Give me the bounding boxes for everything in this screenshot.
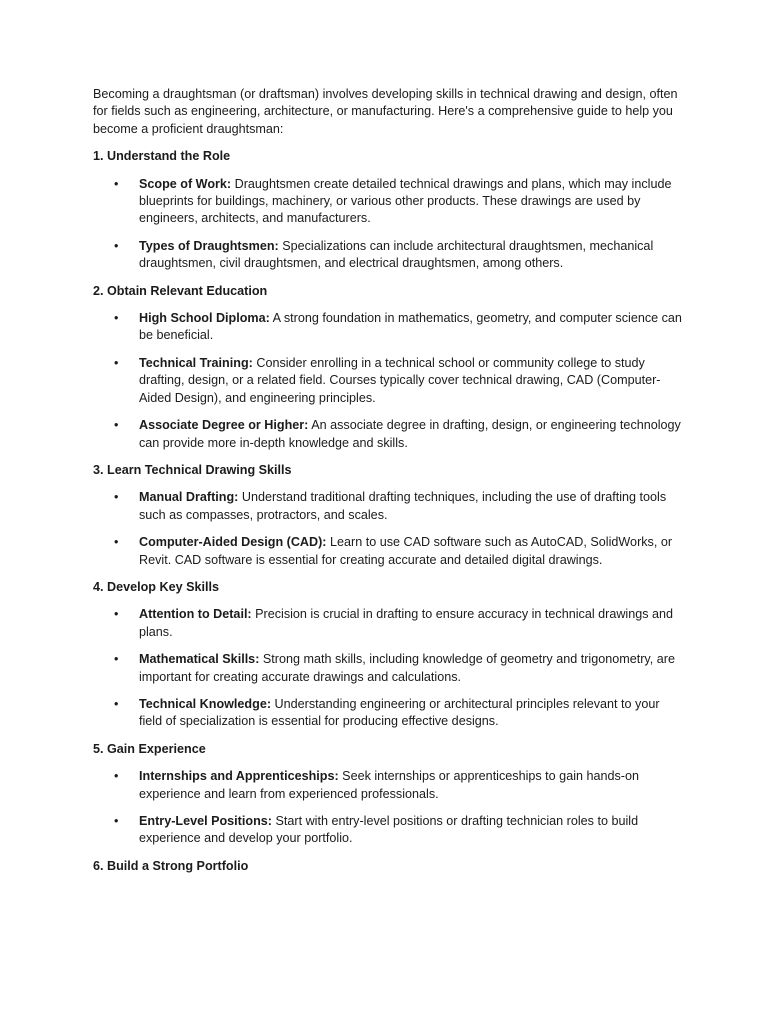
section-heading: 6. Build a Strong Portfolio — [93, 858, 249, 873]
bullet-term: Attention to Detail: — [139, 607, 252, 622]
bullet-item — [93, 238, 683, 273]
bullet-text: Draughtsmen create detailed technical drawings and plans, which may include blueprints for buildings, machinery, or various other products. These drawings are used by engineers, architects, and manufacturers. — [139, 176, 672, 226]
bullet-term: Computer-Aided Design (CAD): — [139, 535, 327, 550]
bullet-icon: • — [114, 607, 119, 622]
bullet-term: Mathematical Skills: — [139, 652, 260, 667]
section-heading: 3. Learn Technical Drawing Skills — [93, 462, 292, 477]
bullet-text: Consider enrolling in a technical school or community college to study drafting, design, or a related field. Courses typically cover technical drawing, CAD (Computer-Aided Design), and engineering principles. — [139, 355, 661, 405]
intro-paragraph: Becoming a draughtsman (or draftsman) involves developing skills in technical drawing and design, often for fields such as engineering, architecture, or manufacturing. Here's a comprehensive guide to help you become a proficient draughtsman: — [93, 87, 678, 136]
bullet-icon: • — [114, 176, 119, 191]
bullet-text: Precision is crucial in drafting to ensure accuracy in technical drawings and plans. — [139, 607, 674, 639]
bullet-term: Manual Drafting: — [139, 490, 239, 505]
section-heading: 1. Understand the Role — [93, 149, 231, 164]
bullet-text: Specializations can include architectural draughtsmen, mechanical draughtsmen, civil draughtsmen, and electrical draughtsmen, among others. — [139, 238, 654, 271]
bullet-text: Understanding engineering or architectural principles relevant to your field of specialization is essential for producing effective designs. — [139, 696, 660, 729]
bullet-text: An associate degree in drafting, design, or engineering technology can provide more in-depth knowledge and skills. — [139, 418, 681, 450]
section-heading: 5. Gain Experience — [93, 741, 206, 756]
bullet-text: Learn to use CAD software such as AutoCAD, SolidWorks, or Revit. CAD software is essential for creating accurate and detailed digital drawings. — [139, 535, 673, 567]
bullet-list — [93, 768, 683, 848]
bullet-item — [93, 696, 683, 731]
bullet-text: Start with entry-level positions or drafting technician roles to build experience and develop your portfolio. — [139, 814, 639, 846]
bullet-term: Associate Degree or Higher: — [139, 418, 309, 433]
bullet-icon: • — [114, 769, 119, 784]
bullet-item — [93, 534, 683, 569]
bullet-list — [93, 489, 683, 569]
bullet-icon: • — [114, 535, 119, 550]
bullet-term: Types of Draughtsmen: — [139, 238, 279, 253]
bullet-icon: • — [114, 311, 119, 326]
bullet-item — [93, 768, 683, 803]
bullet-icon: • — [114, 696, 119, 711]
bullet-item — [93, 417, 683, 452]
section-heading: 4. Develop Key Skills — [93, 579, 219, 594]
bullet-term: Entry-Level Positions: — [139, 814, 272, 828]
bullet-term: High School Diploma: — [139, 311, 270, 326]
bullet-list — [93, 176, 683, 273]
bullet-text: Understand traditional drafting techniques, including the use of drafting tools such as compasses, protractors, and scales. — [139, 490, 667, 522]
bullet-item — [93, 651, 683, 686]
bullet-item — [93, 176, 683, 228]
sections-container — [93, 148, 683, 875]
bullet-item — [93, 310, 683, 345]
bullet-item — [93, 489, 683, 524]
section-heading: 2. Obtain Relevant Education — [93, 283, 268, 298]
bullet-item — [93, 355, 683, 407]
document-body — [93, 86, 683, 885]
bullet-icon: • — [114, 238, 119, 253]
bullet-icon: • — [114, 418, 119, 433]
bullet-term: Scope of Work: — [139, 176, 232, 191]
bullet-term: Technical Training: — [139, 355, 253, 370]
bullet-list — [93, 310, 683, 452]
bullet-icon: • — [114, 814, 119, 828]
bullet-icon: • — [114, 652, 119, 667]
bullet-term: Internships and Apprenticeships: — [139, 769, 339, 784]
bullet-list — [93, 606, 683, 730]
bullet-icon: • — [114, 490, 119, 505]
bullet-text: Strong math skills, including knowledge of geometry and trigonometry, are important for creating accurate drawings and calculations. — [139, 652, 675, 684]
bullet-text: A strong foundation in mathematics, geometry, and computer science can be beneficial. — [139, 311, 682, 343]
bullet-term: Technical Knowledge: — [139, 696, 272, 711]
bullet-item — [93, 606, 683, 641]
bullet-icon: • — [114, 355, 119, 370]
bullet-item — [93, 813, 683, 848]
bullet-text: Seek internships or apprenticeships to gain hands-on experience and learn from experienced professionals. — [139, 769, 640, 801]
